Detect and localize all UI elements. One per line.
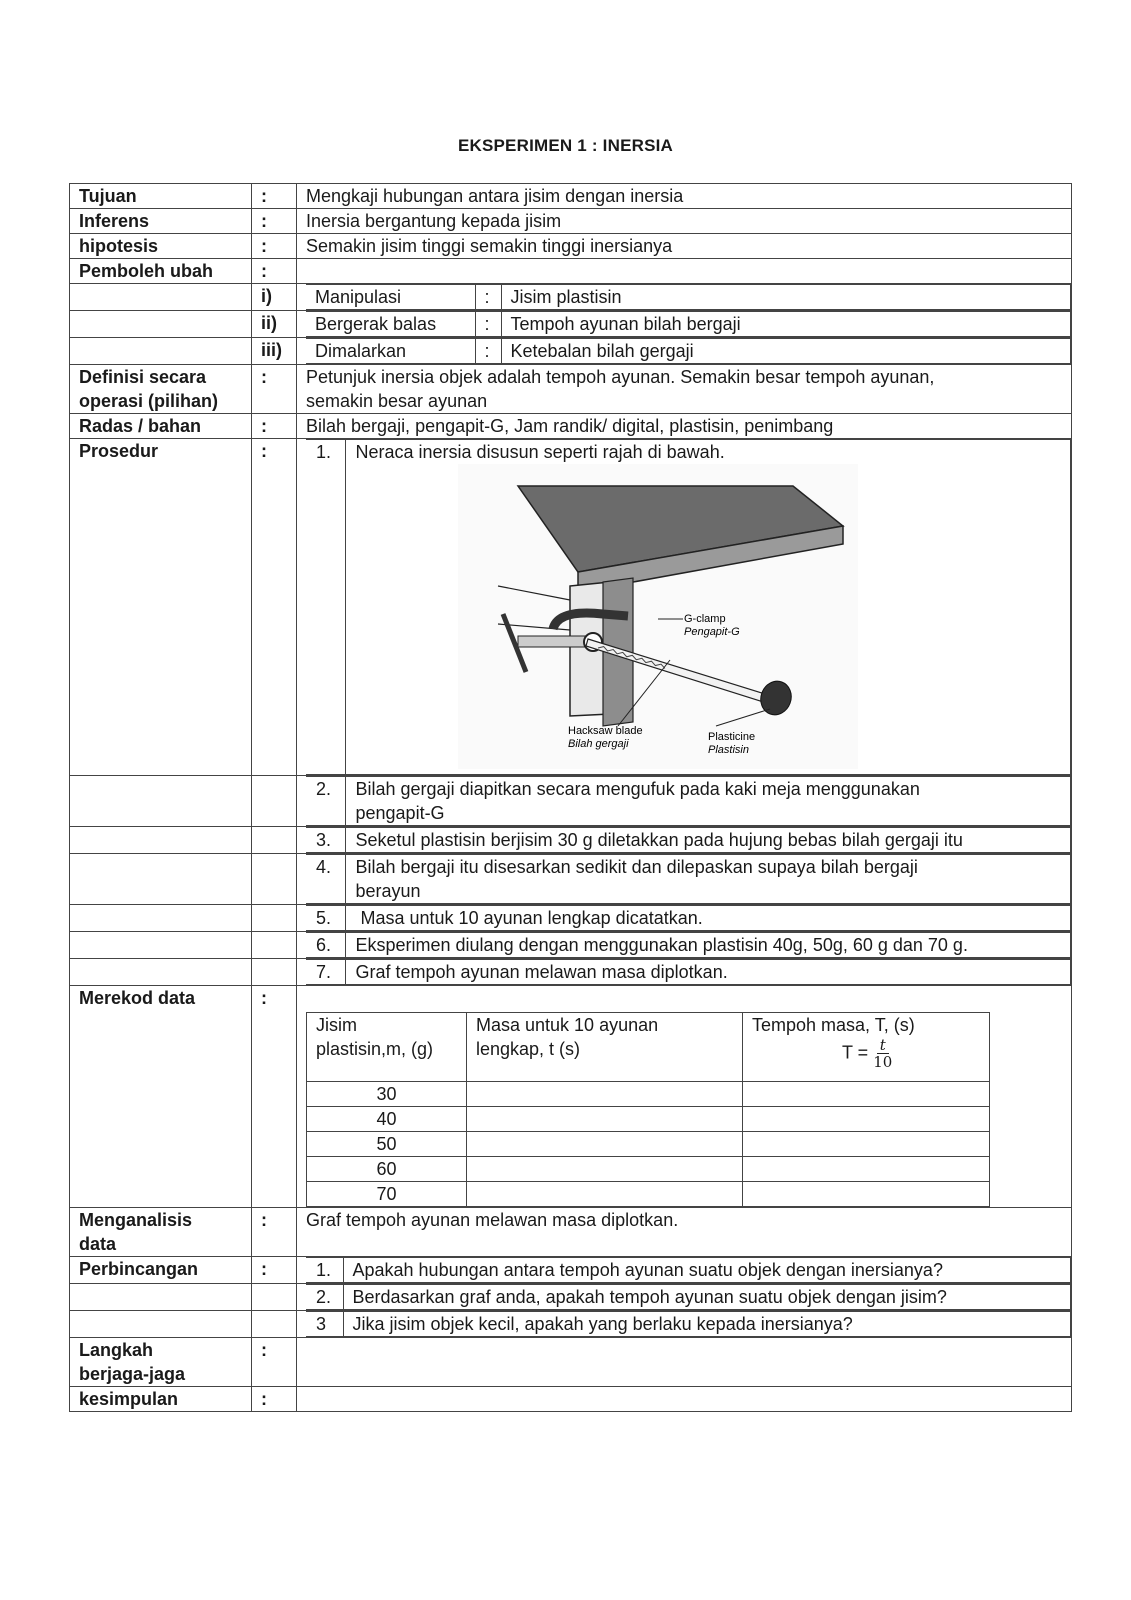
row-radas [70,414,1072,439]
label-hacksaw-en: Hacksaw blade [567,725,643,737]
colon: : [252,259,297,284]
question-num: 1. [306,1258,343,1283]
experiment-table [69,183,1072,1412]
colon: : [252,986,297,1208]
label-hacksaw-ms: Bilah gergaji [567,738,629,750]
value-menganalisis: Graf tempoh ayunan melawan masa diplotkan. [297,1208,1072,1257]
label-gclamp-en: G-clamp [683,613,726,625]
variable-cell [297,311,1072,338]
colon: : [252,1208,297,1257]
row-langkah [70,1338,1072,1387]
row-step [70,827,1072,854]
empty-cell [70,1284,252,1311]
data-row [307,1107,990,1132]
row-prosedur [70,439,1072,776]
empty-cell [252,776,297,827]
data-row [307,1132,990,1157]
row-variable [70,311,1072,338]
variable-num: iii) [252,338,297,365]
colon: : [252,184,297,209]
step-line: pengapit-G [355,803,445,823]
variable-name: Bergerak balas [306,312,475,337]
step-text [345,855,1071,904]
header-line: Masa untuk 10 ayunan [476,1015,659,1035]
mass-value: 40 [307,1107,467,1132]
mass-value: 30 [307,1082,467,1107]
label-merekod: Merekod data [70,986,252,1208]
row-pemboleh-ubah [70,259,1072,284]
row-step [70,776,1072,827]
period-input-cell[interactable] [743,1157,990,1182]
step-cell [297,827,1072,854]
empty-cell [70,284,252,311]
value-line: semakin besar ayunan [306,391,488,411]
step-text [345,777,1071,826]
step-text: Neraca inersia disusun seperti rajah di bawah. [355,442,725,462]
label-tujuan: Tujuan [70,184,252,209]
empty-cell [70,932,252,959]
time-input-cell[interactable] [467,1132,743,1157]
step-line: berayun [355,881,421,901]
value-line: Petunjuk inersia objek adalah tempoh ayunan. Semakin besar tempoh ayunan, [306,367,935,387]
row-menganalisis [70,1208,1072,1257]
data-row [307,1082,990,1107]
row-hipotesis [70,234,1072,259]
step-num: 1. [306,440,345,775]
label-line: Definisi secara [79,367,207,387]
variable-cell [297,338,1072,365]
colon: : [252,365,297,414]
row-question [70,1311,1072,1338]
row-step [70,905,1072,932]
header-time [467,1013,743,1082]
step-cell [297,776,1072,827]
step-line: Bilah bergaji itu disesarkan sedikit dan dilepaskan supaya bilah bergaji [355,857,918,877]
header-mass [307,1013,467,1082]
colon: : [252,209,297,234]
label-line: Menganalisis [79,1210,193,1230]
row-step [70,959,1072,986]
label-plasticine-en: Plasticine [707,731,755,743]
colon: : [252,414,297,439]
data-row [307,1182,990,1207]
question-text: Jika jisim objek kecil, apakah yang berlaku kepada inersianya? [343,1312,1071,1337]
formula-numerator: t [877,1037,889,1054]
value-hipotesis: Semakin jisim tinggi semakin tinggi inersianya [297,234,1072,259]
empty-cell [70,338,252,365]
label-line: berjaga-jaga [79,1364,186,1384]
label-kesimpulan: kesimpulan [70,1387,252,1412]
row-question [70,1284,1072,1311]
mass-value: 50 [307,1132,467,1157]
empty-cell [70,905,252,932]
step-num: 6. [306,933,345,958]
row-definisi [70,365,1072,414]
question-cell [297,1311,1072,1338]
step-num: 7. [306,960,345,985]
colon: : [252,1387,297,1412]
colon: : [252,1257,297,1284]
row-inferens [70,209,1072,234]
value-tujuan: Mengkaji hubungan antara jisim dengan inersia [297,184,1072,209]
question-text: Berdasarkan graf anda, apakah tempoh ayunan suatu objek dengan jisim? [343,1285,1071,1310]
data-row [307,1157,990,1182]
empty-cell [70,854,252,905]
variable-name: Manipulasi [306,285,475,310]
row-variable [70,284,1072,311]
row-kesimpulan [70,1387,1072,1412]
row-tujuan [70,184,1072,209]
label-hipotesis: hipotesis [70,234,252,259]
empty-cell [252,905,297,932]
data-table-header [307,1013,990,1082]
colon: : [252,439,297,776]
colon: : [475,285,501,310]
time-input-cell[interactable] [467,1082,743,1107]
period-formula [752,1037,989,1070]
period-input-cell[interactable] [743,1182,990,1207]
variable-value: Ketebalan bilah gergaji [501,339,1071,364]
step-text: Seketul plastisin berjisim 30 g diletakkan pada hujung bebas bilah gergaji itu [345,828,1071,853]
inertia-balance-diagram [458,464,858,769]
empty-cell [70,827,252,854]
period-input-cell[interactable] [743,1082,990,1107]
label-perbincangan: Perbincangan [70,1257,252,1284]
empty-cell [70,959,252,986]
value-radas: Bilah bergaji, pengapit-G, Jam randik/ digital, plastisin, penimbang [297,414,1072,439]
label-radas: Radas / bahan [70,414,252,439]
empty-cell [70,1311,252,1338]
label-line: Langkah [79,1340,154,1360]
step-cell [297,932,1072,959]
step-line: Bilah gergaji diapitkan secara mengufuk pada kaki meja menggunakan [355,779,920,799]
inertia-balance-figure [356,464,1071,774]
step-text: Eksperimen diulang dengan menggunakan plastisin 40g, 50g, 60 g dan 70 g. [345,933,1071,958]
period-input-cell[interactable] [743,1107,990,1132]
label-definisi [70,365,252,414]
label-langkah [70,1338,252,1387]
data-table-cell [297,986,1072,1208]
time-input-cell[interactable] [467,1182,743,1207]
colon: : [252,1338,297,1387]
question-cell [297,1257,1072,1284]
label-plasticine-ms: Plastisin [707,744,749,756]
step-num: 5. [306,906,345,931]
header-line: plastisin,m, (g) [316,1039,434,1059]
time-input-cell[interactable] [467,1157,743,1182]
label-inferens: Inferens [70,209,252,234]
page-title: EKSPERIMEN 1 : INERSIA [457,136,674,155]
empty-cell [297,259,1072,284]
row-perbincangan [70,1257,1072,1284]
label-menganalisis [70,1208,252,1257]
row-merekod [70,986,1072,1208]
empty-cell [252,854,297,905]
step-cell [297,959,1072,986]
step-text: Graf tempoh ayunan melawan masa diplotkan. [345,960,1071,985]
label-line: data [79,1234,117,1254]
step-num: 4. [306,855,345,904]
empty-cell [252,959,297,986]
empty-cell [70,311,252,338]
header-line: Tempoh masa, T, (s) [752,1015,915,1035]
empty-cell [252,1311,297,1338]
answer-kesimpulan[interactable] [297,1387,1072,1412]
mass-value: 70 [307,1182,467,1207]
step-text: Masa untuk 10 ayunan lengkap dicatatkan. [345,906,1071,931]
step-cell [297,905,1072,932]
variable-num: ii) [252,311,297,338]
data-table [306,1012,990,1207]
formula-fraction [873,1037,892,1070]
row-step [70,854,1072,905]
label-line: operasi (pilihan) [79,391,219,411]
row-step [70,932,1072,959]
step-content [345,440,1071,775]
variable-num: i) [252,284,297,311]
variable-value: Jisim plastisin [501,285,1071,310]
mass-value: 60 [307,1157,467,1182]
header-period [743,1013,990,1082]
header-line: Jisim [316,1015,357,1035]
variable-name: Dimalarkan [306,339,475,364]
step-num: 2. [306,777,345,826]
period-input-cell[interactable] [743,1132,990,1157]
colon: : [475,339,501,364]
value-definisi [297,365,1072,414]
formula-denominator: 10 [873,1053,893,1071]
question-num: 3 [306,1312,343,1337]
value-inferens: Inersia bergantung kepada jisim [297,209,1072,234]
colon: : [475,312,501,337]
answer-langkah[interactable] [297,1338,1072,1387]
time-input-cell[interactable] [467,1107,743,1132]
variable-value: Tempoh ayunan bilah bergaji [501,312,1071,337]
variable-cell [297,284,1072,311]
step-num: 3. [306,828,345,853]
step-cell [297,439,1072,776]
label-gclamp-ms: Pengapit-G [683,626,740,638]
question-text: Apakah hubungan antara tempoh ayunan suatu objek dengan inersianya? [343,1258,1071,1283]
empty-cell [252,932,297,959]
empty-cell [252,827,297,854]
header-line: lengkap, t (s) [476,1039,581,1059]
row-variable [70,338,1072,365]
step-cell [297,854,1072,905]
formula-lhs: T = [842,1042,869,1063]
question-num: 2. [306,1285,343,1310]
empty-cell [70,776,252,827]
colon: : [252,234,297,259]
empty-cell [252,1284,297,1311]
label-pemboleh-ubah: Pemboleh ubah [70,259,252,284]
label-prosedur: Prosedur [70,439,252,776]
question-cell [297,1284,1072,1311]
